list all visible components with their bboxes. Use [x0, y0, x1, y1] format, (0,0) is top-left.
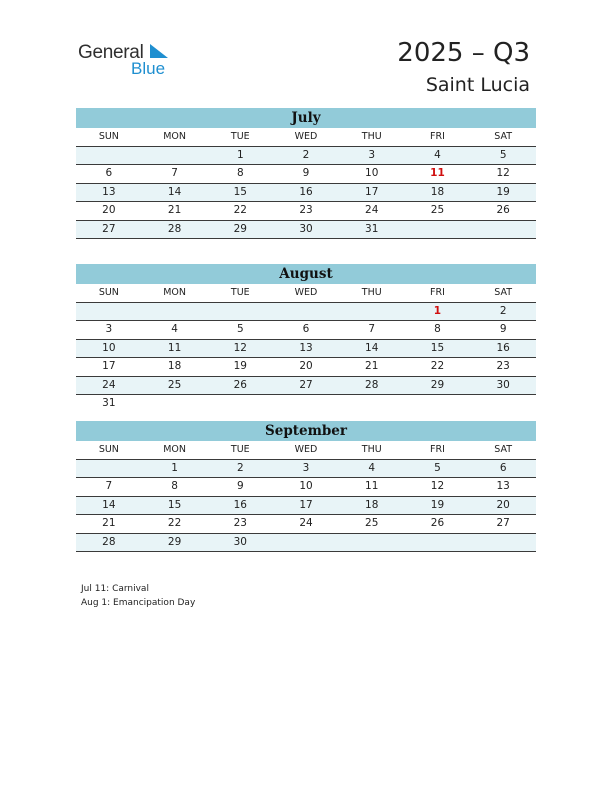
- empty-day-cell: [76, 303, 142, 321]
- weekday-label: MON: [163, 444, 186, 455]
- weekday-label: FRI: [430, 444, 445, 455]
- month-title: July: [76, 108, 536, 128]
- empty-day-cell: [405, 534, 471, 552]
- logo-triangle-icon: [148, 44, 170, 60]
- day-cell: 24: [102, 378, 116, 391]
- day-cell: 8: [171, 480, 178, 492]
- empty-day-cell: [142, 147, 208, 165]
- day-cell: 21: [167, 204, 182, 216]
- day-cell: 22: [167, 517, 182, 529]
- day-cell: 18: [167, 360, 182, 372]
- weekday-label: THU: [361, 444, 382, 455]
- day-cell: 5: [499, 148, 507, 161]
- empty-day-cell: [339, 395, 405, 413]
- day-cell: 12: [496, 167, 510, 179]
- week-row: [76, 395, 536, 413]
- month-september: [76, 421, 536, 552]
- empty-day-cell: [273, 303, 339, 321]
- weekday-header-row: [76, 284, 536, 303]
- day-cell: 3: [105, 323, 113, 335]
- week-row: [76, 377, 536, 396]
- week-row: [76, 202, 536, 221]
- day-cell: 13: [299, 341, 313, 354]
- holiday-notes: [81, 582, 195, 610]
- day-cell: 6: [302, 323, 310, 335]
- day-cell: 23: [299, 204, 313, 216]
- empty-day-cell: [273, 534, 339, 552]
- day-cell: 17: [299, 498, 313, 511]
- generalblue-logo: [78, 40, 188, 80]
- day-cell: 18: [365, 498, 379, 511]
- day-cell: 30: [233, 535, 247, 548]
- day-cell: 22: [233, 204, 247, 216]
- weekday-label: WED: [294, 131, 318, 142]
- empty-day-cell: [76, 460, 142, 478]
- week-row: [76, 184, 536, 203]
- logo-blue-text: Blue: [131, 59, 166, 78]
- day-cell: 2: [236, 461, 244, 474]
- day-cell: 11: [365, 480, 379, 492]
- week-row: [76, 147, 536, 166]
- weekday-label: FRI: [430, 131, 445, 142]
- day-cell: 2: [302, 148, 310, 161]
- day-cell: 20: [496, 498, 510, 511]
- week-row: [76, 358, 536, 377]
- day-cell: 4: [434, 148, 441, 161]
- day-cell: 8: [236, 167, 244, 179]
- week-row: [76, 303, 536, 322]
- weekday-label: MON: [163, 287, 186, 298]
- empty-day-cell: [76, 147, 142, 165]
- weekday-label: SAT: [494, 131, 513, 142]
- day-cell: 19: [233, 360, 247, 372]
- day-cell: 6: [105, 167, 113, 179]
- day-cell: 4: [368, 461, 376, 474]
- day-cell: 28: [365, 378, 379, 391]
- day-cell: 16: [299, 185, 313, 198]
- week-row: [76, 340, 536, 359]
- day-cell: 19: [430, 498, 445, 511]
- day-cell: 23: [496, 360, 510, 372]
- empty-day-cell: [207, 303, 273, 321]
- page-title: 2025 – Q3: [397, 38, 530, 68]
- day-cell: 5: [236, 323, 244, 335]
- week-row: [76, 165, 536, 184]
- day-cell: 23: [233, 517, 247, 529]
- week-row: [76, 497, 536, 516]
- day-cell: 17: [365, 185, 379, 198]
- weekday-label: MON: [163, 131, 186, 142]
- day-cell: 20: [299, 360, 313, 372]
- logo-general-text: General: [78, 42, 144, 63]
- holiday-note: Jul 11: Carnival: [81, 584, 149, 594]
- day-cell: 7: [368, 323, 376, 335]
- empty-day-cell: [339, 303, 405, 321]
- day-cell: 11: [430, 167, 445, 179]
- day-cell: 3: [302, 461, 310, 474]
- day-cell: 12: [430, 480, 445, 492]
- weekday-label: TUE: [230, 287, 250, 298]
- country-name: Saint Lucia: [425, 74, 530, 96]
- weekday-label: WED: [294, 444, 318, 455]
- day-cell: 16: [233, 498, 247, 511]
- empty-day-cell: [405, 395, 471, 413]
- day-cell: 27: [299, 378, 313, 391]
- day-cell: 31: [102, 397, 116, 409]
- empty-day-cell: [339, 534, 405, 552]
- day-cell: 26: [430, 517, 445, 529]
- weekday-label: THU: [361, 131, 382, 142]
- month-july: [76, 108, 536, 239]
- empty-day-cell: [470, 534, 536, 552]
- empty-day-cell: [405, 221, 471, 239]
- empty-day-cell: [470, 221, 536, 239]
- weekday-label: SUN: [98, 131, 119, 142]
- day-cell: 3: [368, 148, 376, 161]
- week-row: [76, 321, 536, 340]
- day-cell: 6: [499, 461, 507, 474]
- day-cell: 7: [105, 480, 113, 492]
- weekday-label: TUE: [230, 444, 250, 455]
- day-cell: 1: [236, 148, 244, 161]
- weekday-label: THU: [361, 287, 382, 298]
- day-cell: 30: [299, 222, 313, 235]
- day-cell: 11: [167, 341, 182, 354]
- week-row: [76, 478, 536, 497]
- day-cell: 1: [171, 461, 178, 474]
- day-cell: 19: [496, 185, 510, 198]
- weekday-label: WED: [294, 287, 318, 298]
- weekday-label: SUN: [98, 444, 119, 455]
- month-august: [76, 264, 536, 413]
- day-cell: 14: [102, 498, 116, 511]
- day-cell: 8: [434, 323, 441, 335]
- weekday-label: SAT: [494, 287, 513, 298]
- day-cell: 31: [365, 222, 379, 235]
- day-cell: 10: [365, 167, 379, 179]
- month-title: September: [76, 421, 536, 441]
- day-cell: 14: [365, 341, 379, 354]
- day-cell: 12: [233, 341, 247, 354]
- day-cell: 14: [167, 185, 182, 198]
- day-cell: 15: [167, 498, 182, 511]
- day-cell: 1: [433, 304, 442, 317]
- weekday-header-row: [76, 441, 536, 460]
- day-cell: 27: [496, 517, 510, 529]
- day-cell: 27: [102, 222, 116, 235]
- day-cell: 24: [299, 517, 313, 529]
- week-row: [76, 460, 536, 479]
- day-cell: 26: [496, 204, 510, 216]
- day-cell: 10: [102, 341, 116, 354]
- day-cell: 29: [233, 222, 247, 235]
- day-cell: 20: [102, 204, 116, 216]
- day-cell: 29: [167, 535, 182, 548]
- day-cell: 2: [499, 304, 507, 317]
- day-cell: 28: [167, 222, 182, 235]
- day-cell: 9: [236, 480, 244, 492]
- day-cell: 22: [430, 360, 445, 372]
- day-cell: 15: [430, 341, 445, 354]
- day-cell: 5: [434, 461, 441, 474]
- week-row: [76, 221, 536, 240]
- month-title: August: [76, 264, 536, 284]
- holiday-note: Aug 1: Emancipation Day: [81, 598, 196, 608]
- day-cell: 21: [102, 517, 116, 529]
- day-cell: 30: [496, 378, 510, 391]
- day-cell: 10: [299, 480, 313, 492]
- day-cell: 29: [430, 378, 445, 391]
- day-cell: 24: [365, 204, 379, 216]
- week-row: [76, 534, 536, 553]
- day-cell: 15: [233, 185, 247, 198]
- day-cell: 25: [365, 517, 379, 529]
- day-cell: 17: [102, 360, 116, 372]
- day-cell: 18: [430, 185, 445, 198]
- day-cell: 13: [496, 480, 510, 492]
- weekday-header-row: [76, 128, 536, 147]
- weekday-label: TUE: [230, 131, 250, 142]
- empty-day-cell: [273, 395, 339, 413]
- day-cell: 21: [365, 360, 379, 372]
- day-cell: 26: [233, 378, 247, 391]
- weekday-label: SUN: [98, 287, 119, 298]
- day-cell: 9: [499, 323, 507, 335]
- day-cell: 9: [302, 167, 310, 179]
- day-cell: 13: [102, 185, 116, 198]
- week-row: [76, 515, 536, 534]
- day-cell: 25: [167, 378, 182, 391]
- empty-day-cell: [142, 395, 208, 413]
- weekday-label: SAT: [494, 444, 513, 455]
- day-cell: 28: [102, 535, 116, 548]
- empty-day-cell: [142, 303, 208, 321]
- empty-day-cell: [207, 395, 273, 413]
- day-cell: 7: [171, 167, 178, 179]
- empty-day-cell: [470, 395, 536, 413]
- weekday-label: FRI: [430, 287, 445, 298]
- day-cell: 4: [171, 323, 178, 335]
- day-cell: 16: [496, 341, 510, 354]
- day-cell: 25: [430, 204, 445, 216]
